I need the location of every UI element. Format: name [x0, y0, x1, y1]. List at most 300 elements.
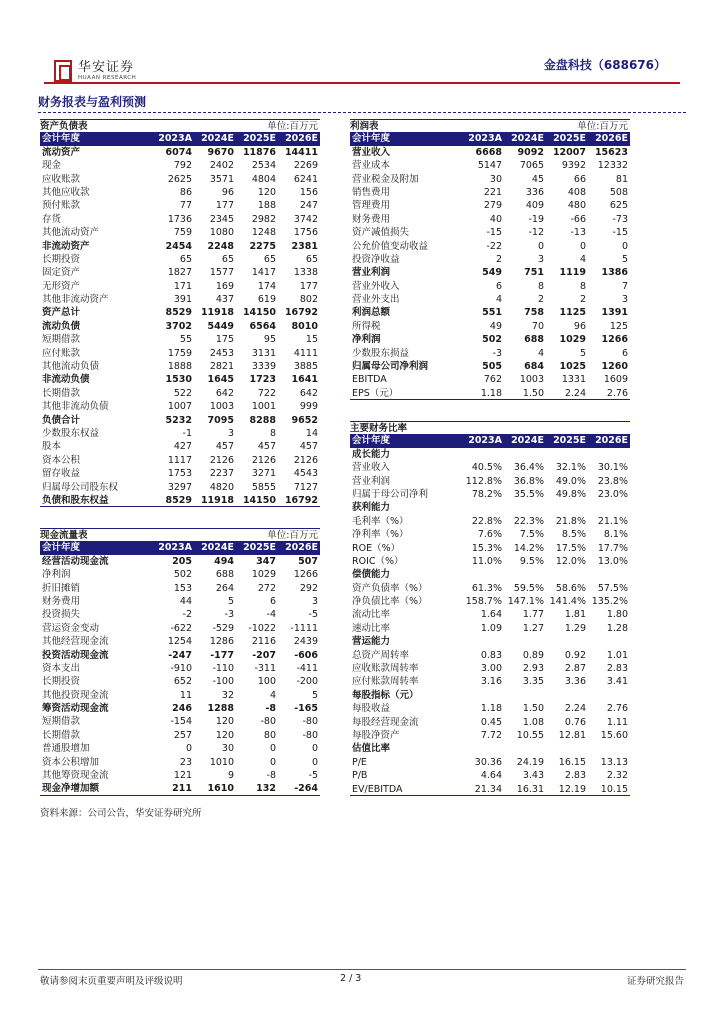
table-unit: 单位:百万元 — [267, 530, 318, 541]
table-row — [350, 662, 630, 675]
table-row — [350, 240, 630, 253]
table-row — [350, 783, 630, 796]
cell-value: 1.18 — [480, 703, 502, 715]
cell-value: 3885 — [293, 361, 318, 373]
table-row — [40, 635, 320, 648]
cell-value: 55 — [179, 334, 192, 346]
cell-value: 4543 — [293, 468, 318, 480]
table-row — [40, 742, 320, 755]
row-label: 无形资产 — [42, 280, 81, 292]
cell-value: -411 — [296, 662, 318, 674]
row-label: 流动比率 — [352, 609, 391, 621]
cell-value: 6564 — [249, 320, 276, 332]
cash-flow-table — [40, 528, 320, 796]
cell-value: 1117 — [167, 454, 192, 466]
cell-value: 9652 — [291, 414, 318, 426]
table-title-row — [40, 528, 320, 541]
table-row — [350, 146, 630, 159]
table-row — [350, 769, 630, 782]
cell-value: 5 — [227, 595, 234, 607]
cell-value: -5 — [308, 770, 318, 782]
table-row — [350, 542, 630, 555]
cell-value: 1417 — [251, 267, 276, 279]
cell-value: -15 — [612, 227, 628, 239]
table-row — [350, 186, 630, 199]
row-label: 其他投资现金流 — [42, 689, 109, 701]
table-row — [40, 481, 320, 494]
cell-value: -3 — [224, 609, 234, 621]
cell-value: 9092 — [517, 146, 544, 158]
cell-value: 6074 — [165, 146, 192, 158]
table-row — [40, 253, 320, 266]
column-header: 2025E — [553, 435, 586, 447]
table-row — [350, 756, 630, 769]
table-row — [40, 568, 320, 581]
table-row — [350, 333, 630, 346]
table-row — [40, 769, 320, 782]
cell-value: 9 — [227, 770, 234, 782]
cell-value: 2.32 — [606, 770, 628, 782]
table-row — [350, 729, 630, 742]
cell-value: 8.5% — [561, 529, 586, 541]
cell-value: 2269 — [293, 160, 318, 172]
cell-value: 3.00 — [480, 663, 502, 675]
cell-value: 96 — [573, 320, 586, 332]
cell-value: 32 — [221, 689, 234, 701]
cell-value: 2534 — [251, 160, 276, 172]
cell-value: 15623 — [594, 146, 628, 158]
cell-value: 112.8% — [465, 475, 502, 487]
cell-value: 65 — [221, 253, 234, 265]
cell-value: 8 — [537, 280, 544, 292]
cell-value — [546, 742, 588, 755]
cell-value: 1610 — [207, 783, 234, 795]
cell-value: 2237 — [209, 468, 234, 480]
cell-value: 120 — [215, 716, 234, 728]
cell-value: 3 — [311, 595, 318, 607]
cell-value: -177 — [210, 649, 234, 661]
table-header-row — [350, 132, 630, 145]
page-number: 2 / 3 — [340, 973, 362, 984]
cell-value: 1641 — [291, 374, 318, 386]
cell-value: 1003 — [209, 401, 234, 413]
cell-value: 11918 — [200, 494, 234, 506]
cell-value: 408 — [567, 186, 586, 198]
cell-value: 13.0% — [597, 555, 628, 567]
cell-value: 15 — [305, 334, 318, 346]
column-header: 2023A — [158, 542, 192, 554]
table-row — [350, 608, 630, 621]
cell-value: 35.5% — [513, 488, 544, 500]
row-label: 短期借款 — [42, 334, 81, 346]
table-row — [40, 595, 320, 608]
row-label: 投资净收益 — [352, 253, 400, 265]
cell-value: 6 — [495, 280, 502, 292]
cell-value: -4 — [266, 609, 276, 621]
cell-value: 6241 — [293, 173, 318, 185]
table-row — [350, 568, 630, 581]
cell-value: -80 — [260, 716, 276, 728]
table-row — [40, 756, 320, 769]
table-row — [350, 649, 630, 662]
row-label: 偿债能力 — [352, 569, 391, 581]
cell-value — [504, 689, 546, 702]
cell-value: 1125 — [559, 307, 586, 319]
cell-value: 1.28 — [606, 622, 628, 634]
cell-value: 3.43 — [522, 770, 544, 782]
cell-value: -80 — [302, 729, 318, 741]
cell-value: 23.0% — [597, 488, 628, 500]
row-label: 应收账款 — [42, 173, 81, 185]
cell-value — [546, 689, 588, 702]
cell-value: 336 — [525, 186, 544, 198]
cell-value — [462, 448, 504, 461]
cell-value: 120 — [215, 729, 234, 741]
cell-value: 1530 — [165, 374, 192, 386]
cell-value: 292 — [299, 582, 318, 594]
cell-value: 14150 — [242, 307, 276, 319]
table-row — [40, 729, 320, 742]
table-row — [40, 400, 320, 413]
cell-value: 22.8% — [471, 515, 502, 527]
cell-value — [504, 635, 546, 648]
row-label: 营运资金变动 — [42, 622, 100, 634]
cell-value: 7.72 — [480, 729, 502, 741]
table-row — [350, 173, 630, 186]
cell-value: 2.76 — [606, 387, 628, 399]
table-title-row — [40, 119, 320, 132]
cell-value: 522 — [173, 387, 192, 399]
cell-value: 2.76 — [606, 703, 628, 715]
cell-value: 2126 — [251, 454, 276, 466]
cell-value: 205 — [172, 555, 192, 567]
cell-value: 65 — [305, 253, 318, 265]
row-label: 筹资活动现金流 — [42, 703, 109, 715]
cell-value: 1007 — [167, 401, 192, 413]
cell-value: 722 — [257, 387, 276, 399]
cell-value: 3571 — [209, 173, 234, 185]
cell-value: 6 — [621, 347, 628, 359]
row-label: 营业利润 — [352, 475, 391, 487]
cell-value: 2 — [495, 253, 502, 265]
cell-value: -12 — [528, 227, 544, 239]
cell-value: 2345 — [209, 213, 234, 225]
table-row — [350, 347, 630, 360]
cell-value: 169 — [215, 280, 234, 292]
cell-value — [588, 635, 630, 648]
cell-value: 1759 — [167, 347, 192, 359]
cell-value: 77 — [179, 200, 192, 212]
balance-sheet-table — [40, 119, 320, 507]
cell-value: 1119 — [559, 267, 586, 279]
income-statement-table — [350, 119, 630, 400]
cell-value: 2126 — [293, 454, 318, 466]
cell-value: 86 — [179, 186, 192, 198]
row-label: 少数股东权益 — [42, 427, 100, 439]
table-row — [40, 306, 320, 319]
row-label: 速动比率 — [352, 622, 391, 634]
cell-value: 221 — [483, 186, 502, 198]
cell-value: 32.1% — [555, 462, 586, 474]
table-title-row — [350, 421, 630, 434]
cell-value: -622 — [170, 622, 192, 634]
cell-value: 279 — [483, 200, 502, 212]
row-label: 负债和股东权益 — [42, 494, 109, 506]
cell-value — [588, 568, 630, 581]
cell-value: 3271 — [251, 468, 276, 480]
cell-value: 58.6% — [555, 582, 586, 594]
cell-value: 2439 — [293, 636, 318, 648]
cell-value: 762 — [483, 374, 502, 386]
cell-value: 49.8% — [555, 488, 586, 500]
table-row — [350, 515, 630, 528]
cell-value: 4804 — [251, 173, 276, 185]
cell-value: 1248 — [251, 227, 276, 239]
cell-value: -154 — [170, 716, 192, 728]
cell-value: 30 — [489, 173, 502, 185]
cell-value: 16.15 — [558, 756, 586, 768]
cell-value: 549 — [482, 267, 502, 279]
row-label: 其他流动负债 — [42, 361, 100, 373]
cell-value: 508 — [609, 186, 628, 198]
cell-value: 1827 — [167, 267, 192, 279]
cell-value: 3297 — [167, 481, 192, 493]
cell-value: 95 — [263, 334, 276, 346]
row-label: 销售费用 — [352, 186, 391, 198]
column-header: 2024E — [201, 133, 234, 145]
cell-value — [462, 568, 504, 581]
cell-value: 125 — [609, 320, 628, 332]
cell-value: 12.81 — [558, 729, 586, 741]
cell-value: -15 — [486, 227, 502, 239]
column-header: 会计年度 — [352, 133, 391, 145]
row-label: 营业外收入 — [352, 280, 400, 292]
row-label: 留存收益 — [42, 468, 81, 480]
cell-value: 1266 — [601, 334, 628, 346]
cell-value: 758 — [524, 307, 544, 319]
cell-value — [546, 448, 588, 461]
cell-value: 30.1% — [597, 462, 628, 474]
cell-value: 0.83 — [480, 649, 502, 661]
table-row — [40, 649, 320, 662]
cell-value: 0 — [269, 756, 276, 768]
cell-value: 100 — [257, 676, 276, 688]
cell-value: 1756 — [293, 227, 318, 239]
row-label: 经营活动现金流 — [42, 555, 109, 567]
cell-value: 14 — [305, 427, 318, 439]
row-label: 营业税金及附加 — [352, 173, 419, 185]
cell-value: -80 — [302, 716, 318, 728]
cell-value: 5 — [311, 689, 318, 701]
row-label: 其他应收款 — [42, 186, 90, 198]
row-label: 股本 — [42, 441, 62, 453]
table-row — [350, 387, 630, 400]
cell-value: -247 — [168, 649, 192, 661]
cell-value: 7.5% — [519, 529, 544, 541]
cell-value: 1.80 — [606, 609, 628, 621]
cell-value: 65 — [263, 253, 276, 265]
cell-value: 21.34 — [474, 783, 502, 795]
cell-value: 147.1% — [507, 596, 544, 608]
cell-value: 1286 — [209, 636, 234, 648]
table-row — [40, 320, 320, 333]
row-label: 现金净增加额 — [42, 783, 100, 795]
cell-value: -22 — [486, 240, 502, 252]
cell-value: 751 — [524, 267, 544, 279]
cell-value: 17.7% — [597, 542, 628, 554]
row-label: 少数股东损益 — [352, 347, 410, 359]
cell-value: 211 — [172, 783, 192, 795]
cell-value: 0 — [185, 743, 192, 755]
seal-icon — [54, 60, 72, 82]
footer-disclaimer: 敬请参阅末页重要声明及评级说明 — [40, 976, 183, 987]
cell-value: 247 — [299, 200, 318, 212]
table-row — [40, 555, 320, 568]
cell-value: 264 — [215, 582, 234, 594]
cell-value: 8010 — [291, 320, 318, 332]
footer-report-type: 证券研究报告 — [626, 976, 684, 987]
row-label: 公允价值变动收益 — [352, 240, 429, 252]
table-header-row — [40, 132, 320, 145]
cell-value: -207 — [252, 649, 276, 661]
row-label: 流动负债 — [42, 320, 81, 332]
cell-value: 65 — [179, 253, 192, 265]
table-row — [350, 488, 630, 501]
cell-value: 652 — [173, 676, 192, 688]
logo-english: HUAAN RESEARCH — [78, 74, 137, 81]
table-row — [40, 494, 320, 507]
table-unit: 单位:百万元 — [577, 121, 628, 132]
row-label: 其他筹资现金流 — [42, 770, 109, 782]
row-label: 获利能力 — [352, 502, 391, 514]
table-row — [40, 608, 320, 621]
cell-value: 1.01 — [606, 649, 628, 661]
cell-value: 625 — [609, 200, 628, 212]
table-row — [350, 555, 630, 568]
cell-value: 171 — [173, 280, 192, 292]
cell-value: 6668 — [475, 146, 502, 158]
cell-value: 11.0% — [471, 555, 502, 567]
table-row — [40, 689, 320, 702]
cell-value: 0 — [579, 240, 586, 252]
cell-value: 45 — [531, 173, 544, 185]
cell-value: 999 — [299, 401, 318, 413]
cell-value: 1029 — [559, 334, 586, 346]
cell-value — [588, 689, 630, 702]
cell-value: 1025 — [559, 361, 586, 373]
cell-value: 1254 — [167, 636, 192, 648]
cell-value: 1.11 — [606, 716, 628, 728]
row-label: 每股净资产 — [352, 729, 400, 741]
cell-value: 3 — [537, 253, 544, 265]
table-row — [350, 213, 630, 226]
cell-value — [504, 501, 546, 514]
table-row — [40, 467, 320, 480]
cell-value: 11 — [179, 689, 192, 701]
row-label: 估值比率 — [352, 743, 391, 755]
cell-value: 3.41 — [606, 676, 628, 688]
cell-value: 2.93 — [522, 663, 544, 675]
cell-value: 9670 — [207, 146, 234, 158]
cell-value: 8.1% — [603, 529, 628, 541]
table-row — [40, 440, 320, 453]
cell-value: 9392 — [561, 160, 586, 172]
cell-value: 2454 — [165, 240, 192, 252]
table-title: 利润表 — [350, 121, 379, 132]
cell-value: 0.89 — [522, 649, 544, 661]
cell-value: 3.16 — [480, 676, 502, 688]
cell-value: 792 — [173, 160, 192, 172]
cell-value: 391 — [173, 294, 192, 306]
cell-value: 7095 — [207, 414, 234, 426]
cell-value: 3339 — [251, 361, 276, 373]
cell-value: 1736 — [167, 213, 192, 225]
row-label: 资本支出 — [42, 662, 81, 674]
column-header: 2023A — [468, 435, 502, 447]
cell-value: 30.36 — [474, 756, 502, 768]
row-label: 资产总计 — [42, 307, 81, 319]
table-row — [350, 293, 630, 306]
cell-value: -165 — [294, 703, 318, 715]
cell-value: 246 — [172, 703, 192, 715]
cell-value: 257 — [173, 729, 192, 741]
cell-value: -19 — [528, 213, 544, 225]
cell-value: 457 — [257, 441, 276, 453]
row-label: 投资活动现金流 — [42, 649, 109, 661]
brand-logo — [54, 60, 136, 82]
cell-value: 44 — [179, 595, 192, 607]
table-row — [40, 702, 320, 715]
cell-value: 17.5% — [555, 542, 586, 554]
column-header: 2024E — [511, 435, 544, 447]
cell-value: 0 — [537, 240, 544, 252]
cell-value: 59.5% — [513, 582, 544, 594]
cell-value: 78.2% — [471, 488, 502, 500]
row-label: 财务费用 — [42, 595, 81, 607]
table-row — [40, 266, 320, 279]
table-row — [40, 293, 320, 306]
cell-value: 12007 — [552, 146, 586, 158]
row-label: 其他非流动负债 — [42, 401, 109, 413]
cell-value: 4111 — [293, 347, 318, 359]
cell-value — [588, 448, 630, 461]
table-row — [350, 266, 630, 279]
cell-value: 96 — [221, 186, 234, 198]
cell-value: -1022 — [248, 622, 276, 634]
row-label: 现金 — [42, 160, 62, 172]
column-header: 2023A — [158, 133, 192, 145]
column-header: 会计年度 — [352, 435, 391, 447]
cell-value: 8529 — [165, 494, 192, 506]
row-label: 营业成本 — [352, 160, 391, 172]
table-title: 现金流量表 — [40, 530, 88, 541]
cell-value: 8 — [269, 427, 276, 439]
cell-value: 2453 — [209, 347, 234, 359]
cell-value: 494 — [214, 555, 234, 567]
cell-value: 80 — [263, 729, 276, 741]
cell-value: 3.36 — [564, 676, 586, 688]
cell-value: 1003 — [519, 374, 544, 386]
title-divider — [38, 112, 686, 113]
cell-value: 2.24 — [564, 387, 586, 399]
row-label: 净负债比率（%） — [352, 596, 428, 608]
table-unit: 单位:百万元 — [267, 121, 318, 132]
cell-value: 1080 — [209, 227, 234, 239]
cell-value: 5855 — [251, 481, 276, 493]
cell-value: 2.83 — [606, 663, 628, 675]
cell-value: 1331 — [561, 374, 586, 386]
logo-name: 华安证券 — [78, 59, 135, 75]
